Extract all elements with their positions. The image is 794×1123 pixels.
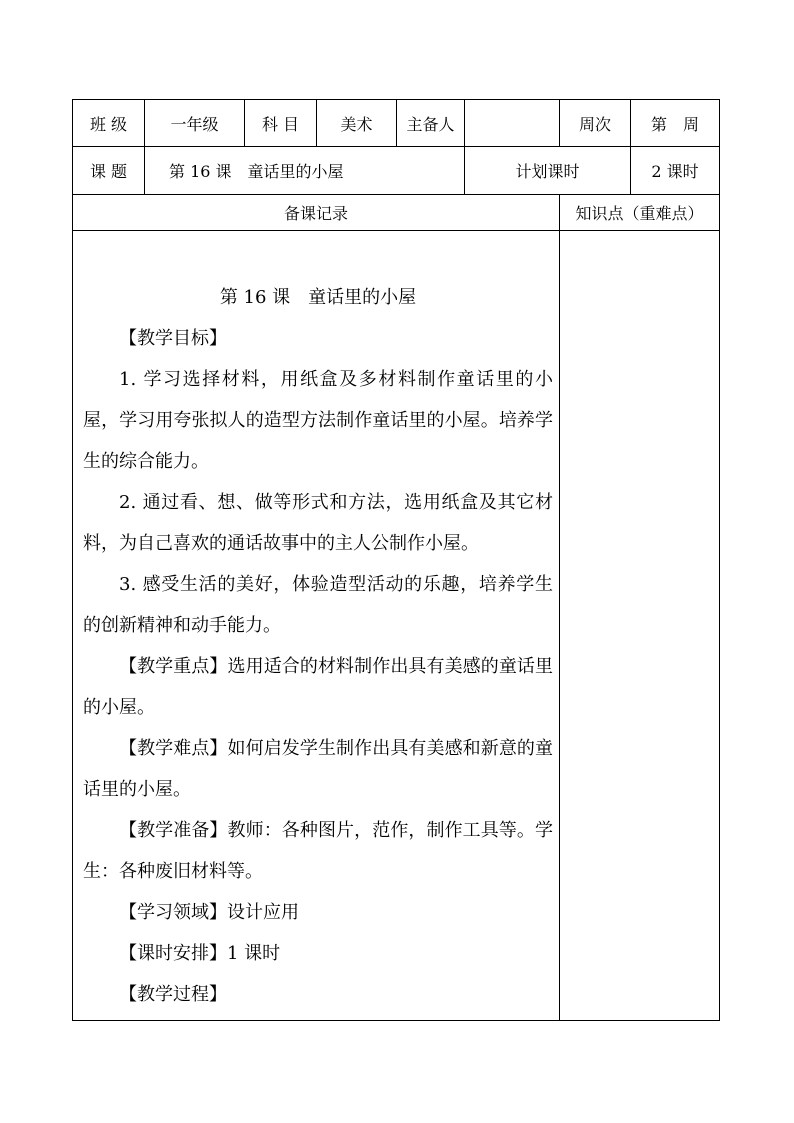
header-row: [73, 100, 720, 147]
topic-value: 第 16 课 童话里的小屋: [145, 147, 465, 195]
week-label: 周次: [560, 100, 631, 147]
week-value: 第 周: [631, 100, 720, 147]
class-label: 班 级: [73, 100, 145, 147]
key-point-heading: 【教学重点】: [119, 656, 228, 677]
key-point-text: 选用适合的材料制作出具有美感的童话里的小屋。: [83, 656, 554, 718]
key-point-paragraph: [83, 646, 553, 728]
schedule-paragraph: [83, 933, 553, 974]
process-heading: 【教学过程】: [119, 984, 227, 1005]
lesson-plan-table: [72, 99, 720, 1021]
difficulty-heading: 【教学难点】: [119, 738, 228, 759]
difficulty-paragraph: [83, 728, 553, 810]
preparer-value: [465, 100, 560, 147]
column-header-row: [73, 195, 720, 231]
objectives-heading: 【教学目标】: [119, 328, 227, 349]
knowledge-column-header: 知识点（重难点）: [560, 195, 720, 231]
subject-value: 美术: [317, 100, 397, 147]
preparation-heading: 【教学准备】: [119, 820, 228, 841]
preparation-paragraph: [83, 810, 553, 892]
subject-label: 科 目: [245, 100, 317, 147]
lesson-content: [73, 231, 559, 1015]
topic-row: [73, 147, 720, 195]
class-value: 一年级: [145, 100, 245, 147]
record-cell: [73, 231, 560, 1021]
lesson-title: 第 16 课 童话里的小屋: [219, 287, 417, 308]
schedule-heading: 【课时安排】: [119, 943, 227, 964]
objective-3: 3. 感受生活的美好，体验造型活动的乐趣，培养学生的创新精神和动手能力。: [83, 574, 553, 636]
record-column-header: 备课记录: [73, 195, 560, 231]
topic-label: 课 题: [73, 147, 145, 195]
objective-2: 2. 通过看、想、做等形式和方法，选用纸盒及其它材料，为自己喜欢的通话故事中的主人公制作小屋。: [83, 492, 553, 554]
objective-1: 1. 学习选择材料，用纸盒及多材料制作童话里的小屋，学习用夸张拟人的造型方法制作童话里的小屋。培养学生的综合能力。: [83, 369, 553, 472]
schedule-text: 1 课时: [227, 943, 281, 964]
planned-hours-value: 2 课时: [631, 147, 720, 195]
learning-domain-paragraph: [83, 892, 553, 933]
preparation-text: 教师：各种图片，范作，制作工具等。学生：各种废旧材料等。: [83, 820, 554, 882]
planned-hours-label: 计划课时: [465, 147, 631, 195]
difficulty-text: 如何启发学生制作出具有美感和新意的童话里的小屋。: [83, 738, 554, 800]
learning-domain-text: 设计应用: [227, 902, 299, 923]
content-row: [73, 231, 720, 1021]
knowledge-cell: [560, 231, 720, 1021]
preparer-label: 主备人: [397, 100, 465, 147]
learning-domain-heading: 【学习领域】: [119, 902, 227, 923]
